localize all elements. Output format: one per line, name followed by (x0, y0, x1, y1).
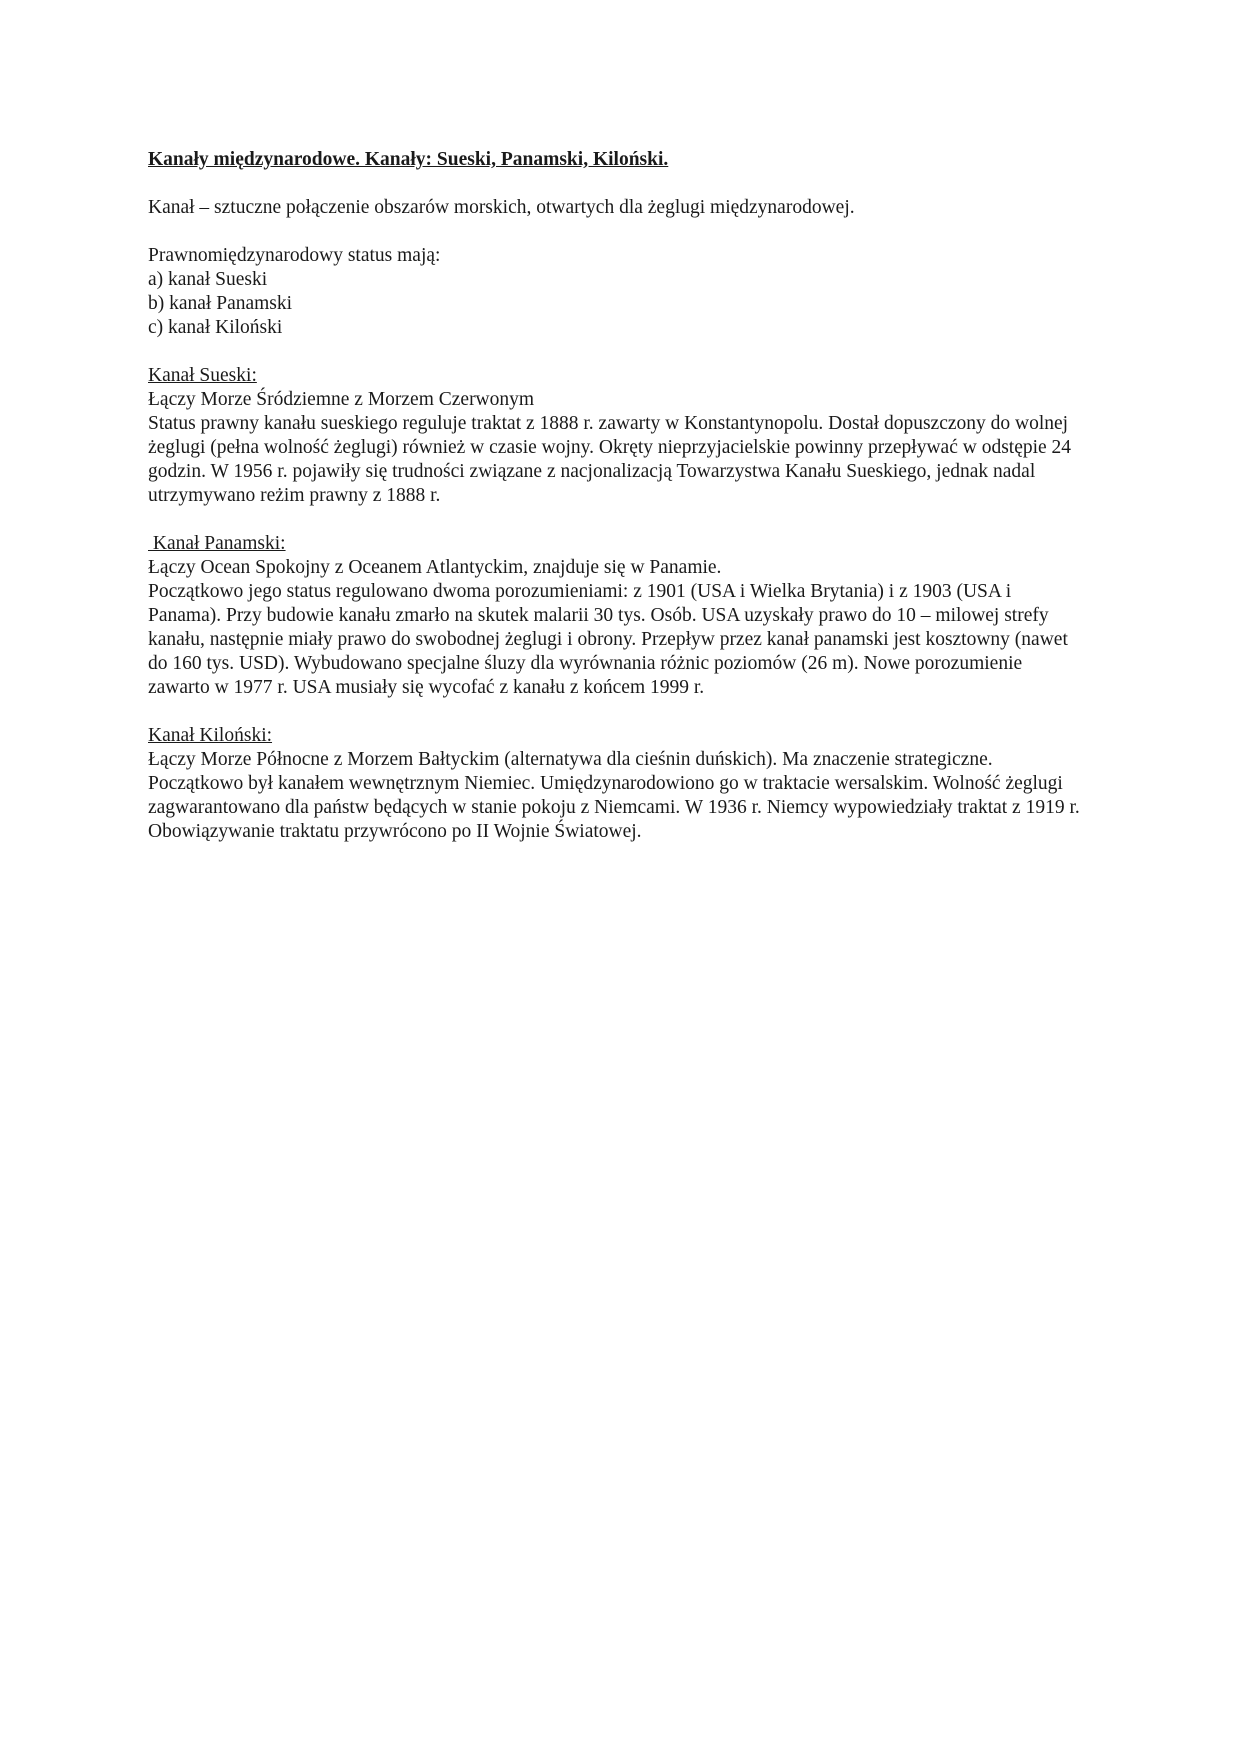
status-list-item: c) kanał Kiloński (148, 317, 283, 338)
section-line: Łączy Ocean Spokojny z Oceanem Atlantyckim, znajduje się w Panamie. (148, 557, 722, 578)
section-heading-kiel: Kanał Kiloński: (148, 725, 273, 746)
section-paragraph: Status prawny kanału sueskiego reguluje traktat z 1888 r. zawarty w Konstantynopolu. Dostał dopuszczony do wolnej żeglugi (pełna wolność żeglugi) również w czasie wojny. Okręty nieprzyjacielskie powinny przepływać w odstępie 24 godzin. W 1956 r. pojawiły się trudności związane z nacjonalizacją Towarzystwa Kanału Sueskiego, jednak nadal utrzymywano reżim prawny z 1888 r. (148, 413, 1072, 506)
definition-paragraph: Kanał – sztuczne połączenie obszarów morskich, otwartych dla żeglugi międzynarodowej. (148, 197, 855, 218)
section-heading-suez: Kanał Sueski: (148, 365, 257, 386)
status-list-item: a) kanał Sueski (148, 269, 268, 290)
section-line: Łączy Morze Śródziemne z Morzem Czerwonym (148, 389, 535, 410)
spacer (148, 220, 1088, 244)
spacer (148, 508, 1088, 532)
document-page (148, 148, 1088, 844)
document-title: Kanały międzynarodowe. Kanały: Sueski, Panamski, Kiloński. (148, 149, 669, 170)
spacer (148, 700, 1088, 724)
section-paragraph: Początkowo jego status regulowano dwoma porozumieniami: z 1901 (USA i Wielka Brytania) i z 1903 (USA i Panama). Przy budowie kanału zmarło na skutek malarii 30 tys. Osób. USA uzyskały prawo do 10 – milowej strefy kanału, następnie miały prawo do swobodnej żeglugi i obrony. Przepływ przez kanał panamski jest kosztowny (nawet do 160 tys. USD). Wybudowano specjalne śluzy dla wyrównania różnic poziomów (26 m). Nowe porozumienie zawarto w 1977 r. USA musiały się wycofać z kanału z końcem 1999 r. (148, 581, 1068, 698)
spacer (148, 340, 1088, 364)
section-paragraph: Łączy Morze Północne z Morzem Bałtyckim (alternatywa dla cieśnin duńskich). Ma znaczenie strategiczne. Początkowo był kanałem wewnętrznym Niemiec. Umiędzynarodowiono go w traktacie wersalskim. Wolność żeglugi zagwarantowano dla państw będących w stanie pokoju z Niemcami. W 1936 r. Niemcy wypowiedziały traktat z 1919 r. Obowiązywanie traktatu przywrócono po II Wojnie Światowej. (148, 749, 1080, 842)
status-list-item: b) kanał Panamski (148, 293, 293, 314)
section-heading-panama: Kanał Panamski: (148, 533, 286, 554)
status-intro: Prawnomiędzynarodowy status mają: (148, 245, 441, 266)
